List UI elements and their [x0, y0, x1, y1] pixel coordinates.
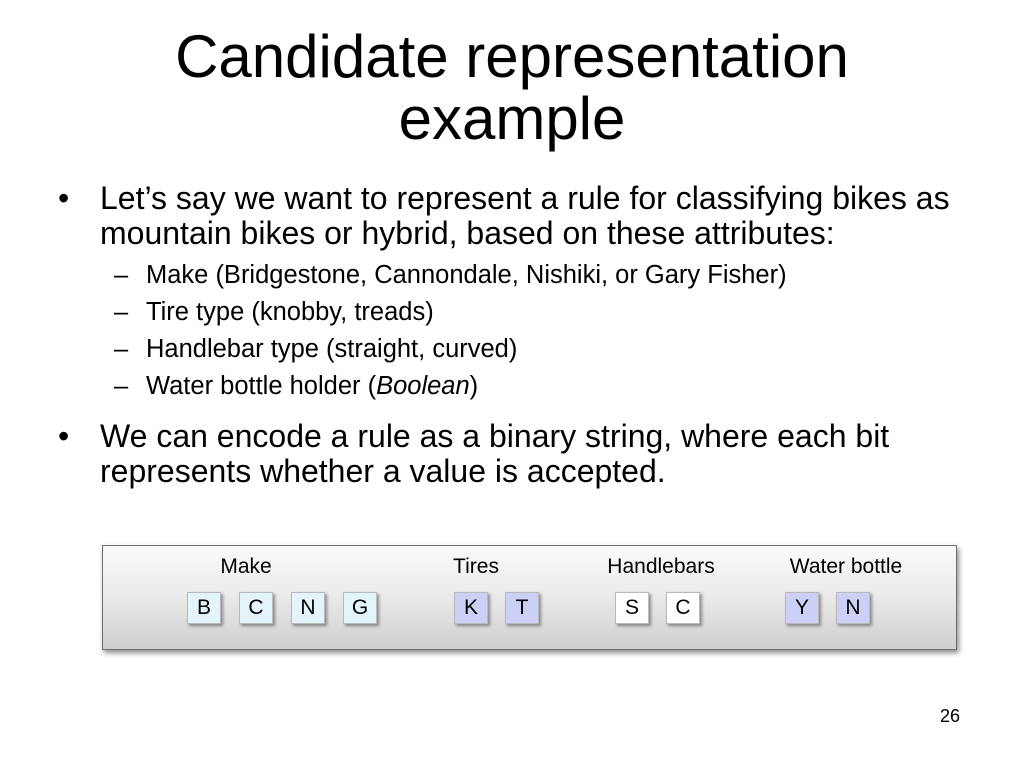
slide-title [60, 23, 964, 152]
bullet-marker: • [58, 418, 70, 454]
bullet-text-1: Let’s say we want to represent a rule for classifying bikes as mountain bikes or hybrid, based on these attributes: [100, 180, 950, 251]
dash-marker: – [114, 261, 129, 289]
group-label-water-bottle: Water bottle [789, 555, 903, 578]
bullet-text-2: We can encode a rule as a binary string, where each bit represents whether a value is accepted. [100, 418, 890, 489]
dash-marker: – [114, 335, 129, 363]
slide-body [56, 181, 956, 489]
bit-box-handlebars-s: S [615, 592, 649, 624]
sub-bullet-handlebar [56, 331, 956, 368]
sub-bullet-text-water-italic: Boolean [376, 372, 470, 400]
group-label-make: Make [220, 555, 272, 578]
sub-bullet-text-handlebar: Handlebar type (straight, curved) [146, 335, 518, 363]
page-number: 26 [939, 706, 961, 726]
sub-bullet-text-water-suffix: ) [469, 372, 479, 400]
bit-box-make-g: G [343, 592, 377, 624]
group-label-handlebars: Handlebars [607, 555, 715, 578]
bullet-marker: • [58, 180, 70, 216]
sub-bullet-text-tire: Tire type (knobby, treads) [146, 298, 434, 326]
sub-bullet-make [56, 257, 956, 294]
sub-bullet-water [56, 368, 956, 405]
dash-marker: – [114, 298, 129, 326]
slide-title-line-1: Candidate representation [175, 23, 849, 90]
bullet-item-1 [56, 181, 956, 251]
bit-box-handlebars-c: C [666, 592, 700, 624]
slide-title-line-2: example [398, 85, 626, 152]
bullet-item-2 [56, 419, 956, 489]
dash-marker: – [114, 372, 129, 400]
encoding-diagram [102, 545, 957, 650]
sub-bullet-text-make: Make (Bridgestone, Cannondale, Nishiki, or Gary Fisher) [146, 261, 787, 289]
sub-bullet-text-water-prefix: Water bottle holder ( [146, 372, 377, 400]
sub-bullet-tire [56, 294, 956, 331]
group-label-tires: Tires [453, 555, 499, 578]
bit-box-make-b: B [187, 592, 221, 624]
bit-box-make-c: C [239, 592, 273, 624]
bit-box-tires-k: K [454, 592, 488, 624]
sub-bullet-list [56, 257, 956, 405]
bit-box-water-y: Y [785, 592, 819, 624]
bit-box-make-n: N [291, 592, 325, 624]
bit-box-tires-t: T [505, 592, 539, 624]
bit-box-water-n: N [836, 592, 870, 624]
